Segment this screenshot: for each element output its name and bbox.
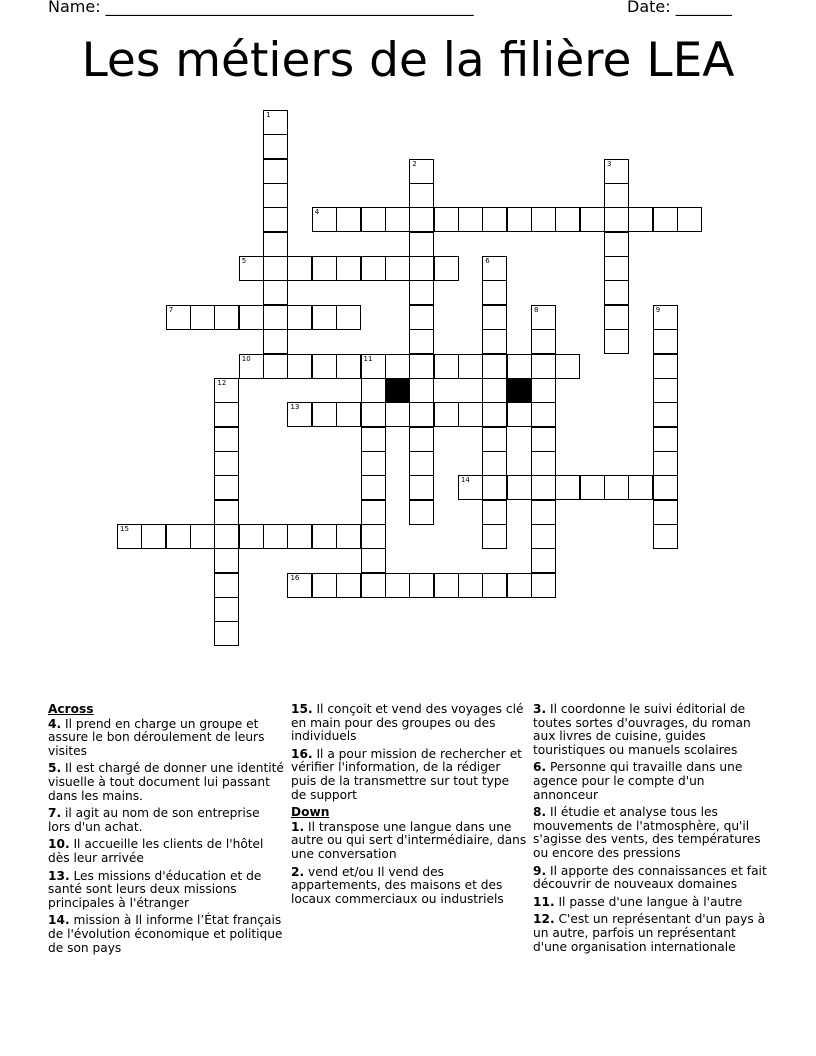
grid-cell[interactable] <box>507 475 532 500</box>
grid-cell[interactable] <box>214 500 239 525</box>
grid-cell[interactable] <box>287 524 312 549</box>
grid-cell[interactable] <box>214 451 239 476</box>
clues-column-2 <box>291 703 527 910</box>
grid-cell[interactable] <box>531 378 556 403</box>
grid-cell[interactable] <box>531 475 556 500</box>
grid-cell[interactable] <box>653 500 678 525</box>
down-heading: Down <box>291 805 330 820</box>
grid-cell[interactable] <box>531 524 556 549</box>
grid-cell[interactable] <box>214 475 239 500</box>
grid-cell[interactable] <box>458 402 483 427</box>
grid-cell[interactable] <box>263 524 288 549</box>
grid-cell[interactable] <box>434 354 459 379</box>
grid-cell[interactable] <box>190 524 215 549</box>
grid-cell[interactable] <box>555 354 580 379</box>
grid-cell[interactable] <box>336 524 361 549</box>
clue-number: 7 <box>168 305 174 314</box>
grid-cell[interactable] <box>531 573 556 598</box>
grid-cell[interactable] <box>482 402 507 427</box>
clue-number: 1 <box>266 111 271 119</box>
grid-cell[interactable] <box>214 524 239 549</box>
clue-number: 15 <box>120 524 129 533</box>
grid-cell[interactable] <box>263 354 288 379</box>
date-field-label: Date: _______ <box>627 0 732 16</box>
grid-cell[interactable] <box>166 305 191 330</box>
grid-cell[interactable] <box>361 427 386 452</box>
grid-cell[interactable] <box>214 597 239 622</box>
grid-cell[interactable] <box>312 354 337 379</box>
grid-cell[interactable] <box>263 329 288 354</box>
clue-number: 11 <box>363 354 373 363</box>
grid-cell[interactable] <box>336 256 361 281</box>
grid-cell[interactable] <box>361 256 386 281</box>
grid-cell[interactable] <box>482 475 507 500</box>
clue-down-2: 2. vend et/ou Il vend des appartements, des maisons et des locaux commerciaux ou industriels <box>291 864 504 906</box>
grid-cell[interactable] <box>190 305 215 330</box>
grid-cell[interactable] <box>604 232 629 257</box>
grid-cell[interactable] <box>312 524 337 549</box>
grid-cell[interactable] <box>482 354 507 379</box>
clue-across-13: 13. Les missions d'éducation et de santé sont leurs deux missions principales à l'étranger <box>48 868 262 910</box>
grid-cell[interactable] <box>531 500 556 525</box>
grid-cell[interactable] <box>531 427 556 452</box>
grid-cell[interactable] <box>409 451 434 476</box>
grid-cell[interactable] <box>287 354 312 379</box>
grid-cell[interactable] <box>531 354 556 379</box>
grid-cell[interactable] <box>653 427 678 452</box>
grid-cell[interactable] <box>312 305 337 330</box>
grid-cell[interactable] <box>531 402 556 427</box>
grid-cell[interactable] <box>141 524 166 549</box>
grid-cell[interactable] <box>361 573 386 598</box>
grid-cell[interactable] <box>653 354 678 379</box>
name-field-label: Name: ______________________________________________ <box>48 0 474 16</box>
grid-cell[interactable] <box>458 354 483 379</box>
grid-cell[interactable] <box>409 305 434 330</box>
grid-cell[interactable] <box>653 329 678 354</box>
grid-cell[interactable] <box>458 475 483 500</box>
grid-cell[interactable] <box>482 256 507 281</box>
grid-cell[interactable] <box>653 475 678 500</box>
clue-number: 13 <box>290 403 300 412</box>
grid-cell[interactable] <box>604 256 629 281</box>
clue-down-11: 11. Il passe d'une langue à l'autre <box>533 894 743 909</box>
grid-cell[interactable] <box>653 402 678 427</box>
grid-cell[interactable] <box>458 207 483 232</box>
grid-cell[interactable] <box>239 524 264 549</box>
grid-cell[interactable] <box>409 329 434 354</box>
grid-cell[interactable] <box>214 573 239 598</box>
grid-cell[interactable] <box>214 378 239 403</box>
grid-cell[interactable] <box>239 256 264 281</box>
grid-cell[interactable] <box>434 256 459 281</box>
grid-cell[interactable] <box>531 305 556 330</box>
clue-down-9: 9. Il apporte des connaissances et fait découvrir de nouveaux domaines <box>533 863 767 892</box>
grid-cell[interactable] <box>239 305 264 330</box>
grid-cell[interactable] <box>677 207 702 232</box>
grid-cell[interactable] <box>263 110 288 135</box>
clue-across-5: 5. Il est chargé de donner une identité visuelle à tout document lui passant dans les mains. <box>48 761 284 803</box>
page-title: Les métiers de la filière LEA <box>81 33 735 88</box>
grid-cell[interactable] <box>482 427 507 452</box>
grid-cell[interactable] <box>555 475 580 500</box>
grid-cell[interactable] <box>361 354 386 379</box>
grid-cell[interactable] <box>409 378 434 403</box>
grid-cell[interactable] <box>409 159 434 184</box>
clue-number: 2 <box>412 159 417 168</box>
grid-cell[interactable] <box>653 451 678 476</box>
clue-across-7: 7. il agit au nom de son entreprise lors d'un achat. <box>48 806 260 834</box>
grid-cell[interactable] <box>336 305 361 330</box>
grid-cell[interactable] <box>263 256 288 281</box>
grid-cell[interactable] <box>361 500 386 525</box>
grid-cell[interactable] <box>482 451 507 476</box>
clue-number: 4 <box>314 208 320 217</box>
grid-cell[interactable] <box>336 573 361 598</box>
grid-cell[interactable] <box>361 207 386 232</box>
grid-cell[interactable] <box>434 207 459 232</box>
grid-cell[interactable] <box>604 183 629 208</box>
grid-cell[interactable] <box>214 548 239 573</box>
grid-cell[interactable] <box>604 280 629 305</box>
clue-number: 16 <box>290 573 300 582</box>
grid-cell[interactable] <box>361 548 386 573</box>
grid-cell[interactable] <box>409 256 434 281</box>
grid-cell[interactable] <box>361 402 386 427</box>
grid-cell[interactable] <box>604 475 629 500</box>
grid-cell[interactable] <box>531 329 556 354</box>
grid-cell[interactable] <box>263 280 288 305</box>
grid-cell[interactable] <box>409 183 434 208</box>
grid-block <box>385 378 410 403</box>
grid-cell[interactable] <box>263 232 288 257</box>
grid-cell[interactable] <box>312 256 337 281</box>
grid-cell[interactable] <box>263 305 288 330</box>
grid-cell[interactable] <box>653 305 678 330</box>
grid-cell[interactable] <box>385 354 410 379</box>
grid-cell[interactable] <box>409 573 434 598</box>
grid-cell[interactable] <box>263 183 288 208</box>
grid-cell[interactable] <box>482 524 507 549</box>
grid-cell[interactable] <box>312 573 337 598</box>
grid-cell[interactable] <box>336 207 361 232</box>
grid-cell[interactable] <box>263 134 288 159</box>
grid-cell[interactable] <box>409 475 434 500</box>
grid-cell[interactable] <box>580 207 605 232</box>
grid-cell[interactable] <box>409 232 434 257</box>
grid-cell[interactable] <box>385 256 410 281</box>
clues-column-3 <box>533 703 769 958</box>
grid-cell[interactable] <box>166 524 191 549</box>
clue-across-16: 16. Il a pour mission de rechercher et vérifier l'information, de la rédiger puis de la transmettre sur tout type de support <box>291 746 522 802</box>
grid-cell[interactable] <box>604 329 629 354</box>
clue-down-3: 3. Il coordonne le suivi éditorial de toutes sortes d'ouvrages, du roman aux livres de cuisine, guides touristiques ou manuels scolaires <box>533 702 751 757</box>
grid-cell[interactable] <box>385 207 410 232</box>
grid-cell[interactable] <box>312 402 337 427</box>
grid-cell[interactable] <box>214 305 239 330</box>
clue-number: 8 <box>533 305 539 314</box>
grid-cell[interactable] <box>555 207 580 232</box>
grid-cell[interactable] <box>287 573 312 598</box>
clue-number: 6 <box>485 257 490 266</box>
clue-down-8: 8. Il étudie et analyse tous les mouvements de l'atmosphère, qu'il s'agisse des vents, des températures ou encore des pressions <box>533 805 761 860</box>
grid-cell[interactable] <box>507 207 532 232</box>
grid-cell[interactable] <box>604 159 629 184</box>
grid-cell[interactable] <box>287 402 312 427</box>
grid-cell[interactable] <box>458 573 483 598</box>
grid-cell[interactable] <box>361 524 386 549</box>
grid-cell[interactable] <box>580 475 605 500</box>
clues-column-1 <box>48 703 284 959</box>
grid-cell[interactable] <box>628 207 653 232</box>
grid-cell[interactable] <box>214 427 239 452</box>
grid-cell[interactable] <box>409 427 434 452</box>
grid-cell[interactable] <box>482 378 507 403</box>
grid-cell[interactable] <box>628 475 653 500</box>
grid-cell[interactable] <box>434 402 459 427</box>
grid-cell[interactable] <box>409 280 434 305</box>
grid-cell[interactable] <box>361 475 386 500</box>
grid-cell[interactable] <box>336 354 361 379</box>
grid-cell[interactable] <box>385 402 410 427</box>
clue-down-1: 1. Il transpose une langue dans une autre ou qui sert d'intermédiaire, dans une conversation <box>291 819 527 861</box>
clue-across-10: 10. Il accueille les clients de l'hôtel dès leur arrivée <box>48 837 264 865</box>
across-heading: Across <box>48 702 94 716</box>
grid-cell[interactable] <box>409 500 434 525</box>
grid-cell[interactable] <box>361 451 386 476</box>
grid-cell[interactable] <box>434 573 459 598</box>
clue-number: 14 <box>460 476 470 485</box>
clue-number: 12 <box>217 378 227 387</box>
grid-cell[interactable] <box>214 621 239 646</box>
grid-cell[interactable] <box>482 280 507 305</box>
grid-cell[interactable] <box>214 402 239 427</box>
grid-cell[interactable] <box>653 207 678 232</box>
clue-number: 10 <box>241 354 251 363</box>
grid-cell[interactable] <box>409 207 434 232</box>
grid-cell[interactable] <box>263 207 288 232</box>
grid-cell[interactable] <box>312 207 337 232</box>
grid-cell[interactable] <box>604 305 629 330</box>
grid-cell[interactable] <box>239 354 264 379</box>
grid-cell[interactable] <box>385 573 410 598</box>
clue-number: 9 <box>655 305 661 314</box>
grid-cell[interactable] <box>507 402 532 427</box>
clue-across-15: 15. Il conçoit et vend des voyages clé en main pour des groupes ou des individuels <box>291 702 524 744</box>
clue-number: 5 <box>241 257 247 266</box>
grid-cell[interactable] <box>361 378 386 403</box>
grid-block <box>507 378 532 403</box>
grid-cell[interactable] <box>117 524 142 549</box>
grid-cell[interactable] <box>287 256 312 281</box>
grid-cell[interactable] <box>482 500 507 525</box>
grid-cell[interactable] <box>336 402 361 427</box>
grid-cell[interactable] <box>482 329 507 354</box>
grid-cell[interactable] <box>409 402 434 427</box>
grid-cell[interactable] <box>653 378 678 403</box>
grid-cell[interactable] <box>507 573 532 598</box>
grid-cell[interactable] <box>409 354 434 379</box>
grid-cell[interactable] <box>604 207 629 232</box>
grid-cell[interactable] <box>653 524 678 549</box>
clue-down-12: 12. C'est un représentant d'un pays à un autre, parfois un représentant d'une organisation internationale <box>533 912 766 954</box>
grid-cell[interactable] <box>482 573 507 598</box>
grid-cell[interactable] <box>263 159 288 184</box>
grid-cell[interactable] <box>531 207 556 232</box>
grid-cell[interactable] <box>507 354 532 379</box>
clue-across-14: 14. mission à Il informe l’État français de l'évolution économique et politique de son pays <box>48 913 283 955</box>
clue-number: 3 <box>607 159 612 168</box>
grid-cell[interactable] <box>531 451 556 476</box>
grid-cell[interactable] <box>531 548 556 573</box>
grid-cell[interactable] <box>287 305 312 330</box>
grid-cell[interactable] <box>482 207 507 232</box>
clue-across-4: 4. Il prend en charge un groupe et assure le bon déroulement de leurs visites <box>48 716 265 758</box>
grid-cell[interactable] <box>482 305 507 330</box>
clue-down-6: 6. Personne qui travaille dans une agence pour le compte d'un annonceur <box>533 760 743 802</box>
